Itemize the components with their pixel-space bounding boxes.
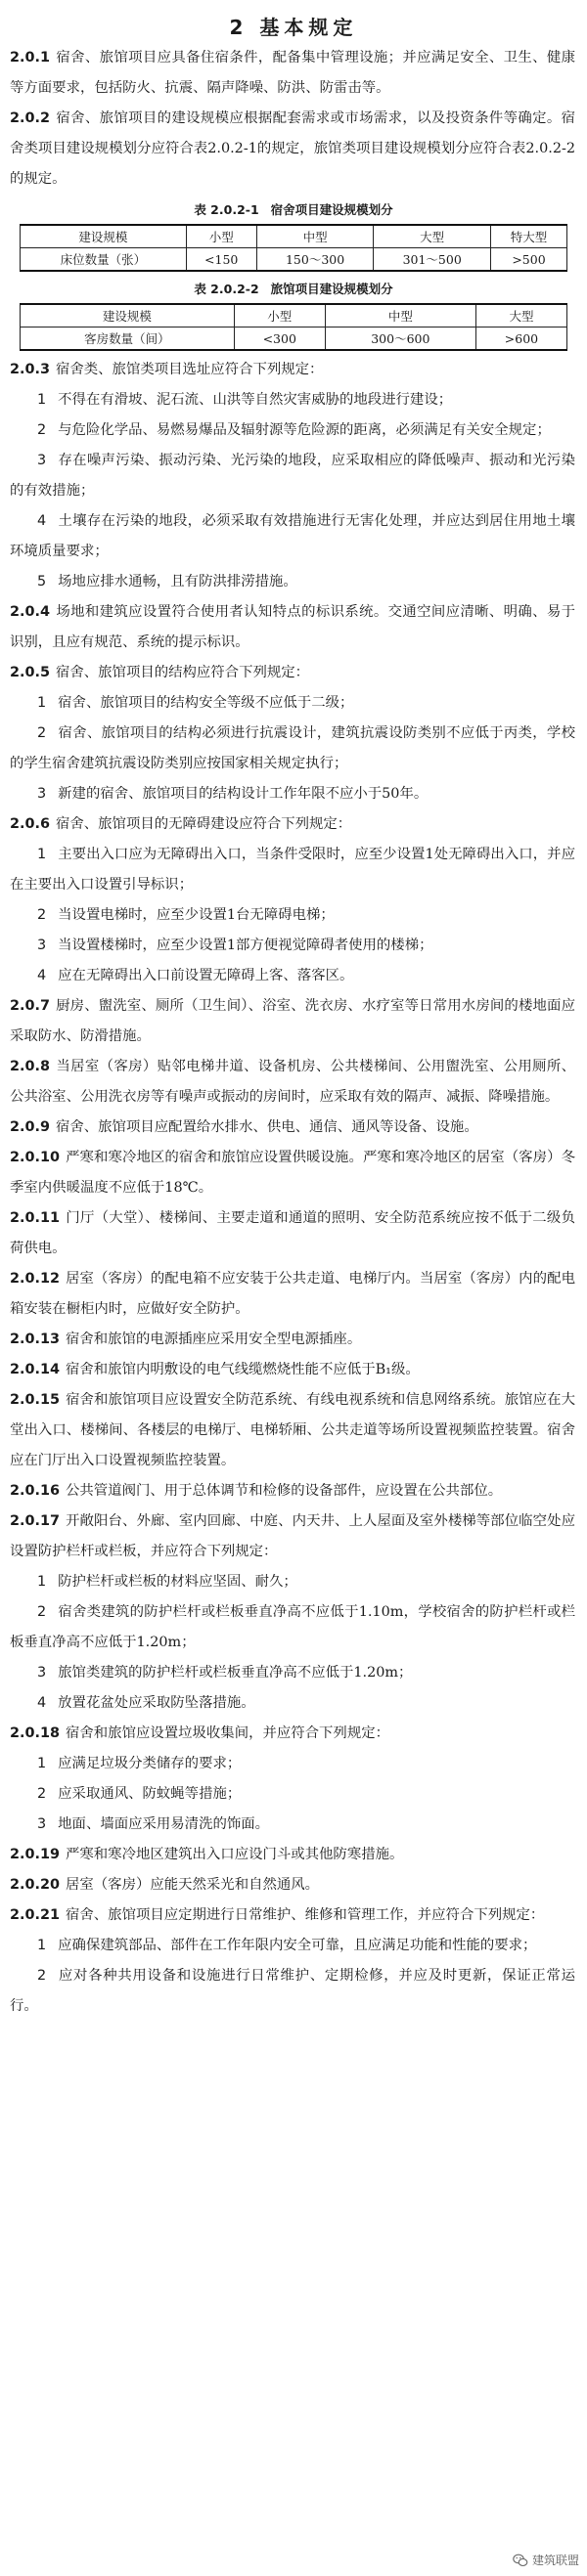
item-text: 旅馆类建筑的防护栏杆或栏板垂直净高不应低于1.20m； [58, 1665, 413, 1681]
clause-number: 2.0.4 [10, 604, 50, 620]
list-item [0, 1779, 587, 1810]
item-number: 3 [37, 938, 47, 953]
watermark-text: 建筑联盟 [531, 2554, 579, 2567]
clause-2-0-3 [0, 355, 587, 385]
clause-text: 宿舍、旅馆项目应具备住宿条件，配备集中管理设施；并应满足安全、卫生、健康等方面要求，包括防火、抗震、隔声降噪、防洪、防雷击等。 [10, 50, 575, 96]
list-item [0, 1658, 587, 1688]
clause-text: 宿舍、旅馆项目的结构应符合下列规定： [55, 665, 310, 680]
clause-2-0-19 [0, 1840, 587, 1870]
table-header-cell: 建设规模 [21, 225, 187, 248]
table-caption-text: 宿舍项目建设规模划分 [270, 202, 393, 217]
table-caption-hotel [0, 276, 587, 303]
clause-number: 2.0.15 [10, 1392, 60, 1408]
clause-2-0-2 [0, 104, 587, 195]
clause-2-0-9 [0, 1113, 587, 1143]
list-item [0, 961, 587, 991]
item-number: 1 [37, 1938, 47, 1953]
chapter-title: 2 基本规定 [229, 16, 358, 39]
table-row [21, 327, 567, 351]
clause-2-0-10 [0, 1143, 587, 1203]
list-item [0, 931, 587, 961]
dorm-scale-table [20, 224, 567, 272]
clause-2-0-11 [0, 1203, 587, 1264]
item-text: 应在无障碍出入口前设置无障碍上客、落客区。 [58, 968, 354, 983]
item-text: 防护栏杆或栏板的材料应坚固、耐久； [58, 1574, 297, 1590]
list-item [0, 1749, 587, 1779]
clause-text: 居室（客房）应能天然采光和自然通风。 [66, 1877, 320, 1893]
clause-text: 门厅（大堂）、楼梯间、主要走道和通道的照明、安全防范系统应按不低于二级负荷供电。 [10, 1210, 575, 1256]
clause-text: 公共管道阀门、用于总体调节和检修的设备部件，应设置在公共部位。 [66, 1483, 503, 1499]
item-number: 2 [37, 725, 47, 741]
item-text: 应满足垃圾分类储存的要求； [58, 1756, 242, 1771]
clause-number: 2.0.3 [10, 362, 50, 377]
clause-number: 2.0.21 [10, 1907, 60, 1923]
item-text: 存在噪声污染、振动污染、光污染的地段，应采取相应的降低噪声、振动和光污染的有效措施； [10, 453, 575, 499]
table-header-row [21, 304, 567, 327]
clause-number: 2.0.17 [10, 1513, 60, 1529]
clause-number: 2.0.1 [10, 50, 50, 65]
table-header-cell: 大型 [475, 304, 566, 327]
clause-number: 2.0.5 [10, 665, 50, 680]
clause-text: 宿舍、旅馆项目应配置给水排水、供电、通信、通风等设备、设施。 [55, 1119, 478, 1135]
list-item [0, 506, 587, 567]
item-text: 不得在有滑坡、泥石流、山洪等自然灾害威胁的地段进行建设； [58, 392, 453, 408]
clause-2-0-1 [0, 43, 587, 104]
table-cell: 300～600 [325, 327, 475, 351]
list-item [0, 1597, 587, 1658]
table-cell: <150 [186, 248, 256, 272]
item-text: 场地应排水通畅，且有防洪排涝措施。 [58, 574, 297, 589]
clause-number: 2.0.13 [10, 1332, 60, 1347]
item-number: 2 [37, 1786, 47, 1802]
watermark [513, 2552, 579, 2568]
clause-2-0-17 [0, 1506, 587, 1567]
clause-number: 2.0.20 [10, 1877, 60, 1893]
item-number: 1 [37, 847, 47, 862]
table-cell: >600 [475, 327, 566, 351]
clause-number: 2.0.19 [10, 1847, 60, 1862]
table-header-cell: 中型 [256, 225, 374, 248]
item-number: 1 [37, 1574, 47, 1590]
item-text: 宿舍、旅馆项目的结构安全等级不应低于二级； [58, 695, 354, 711]
list-item [0, 840, 587, 900]
clause-number: 2.0.10 [10, 1150, 60, 1165]
table-cell: 床位数量（张） [21, 248, 187, 272]
clause-number: 2.0.9 [10, 1119, 50, 1135]
item-number: 3 [37, 1816, 47, 1832]
item-number: 1 [37, 1756, 47, 1771]
clause-2-0-16 [0, 1476, 587, 1506]
table-header-cell: 小型 [234, 304, 325, 327]
item-text: 应采取通风、防蚊蝇等措施； [58, 1786, 242, 1802]
list-item [0, 1567, 587, 1597]
clause-number: 2.0.12 [10, 1271, 60, 1287]
item-number: 3 [37, 786, 47, 802]
list-item [0, 900, 587, 931]
clause-text: 宿舍和旅馆应设置垃圾收集间，并应符合下列规定： [66, 1725, 389, 1741]
item-text: 当设置电梯时，应至少设置1台无障碍电梯； [58, 907, 335, 923]
clause-text: 厨房、盥洗室、厕所（卫生间）、浴室、洗衣房、水疗室等日常用水房间的楼地面应采取防水、防滑措施。 [10, 998, 575, 1044]
table-cell: 301～500 [374, 248, 491, 272]
clause-number: 2.0.8 [10, 1059, 50, 1074]
clause-text: 宿舍、旅馆项目的建设规模应根据配套需求或市场需求，以及投资条件等确定。宿舍类项目建设规模划分应符合表2.0.2-1的规定，旅馆类项目建设规模划分应符合表2.0.2-2的规定。 [10, 110, 575, 187]
table-header-row [21, 225, 567, 248]
table-cell: <300 [234, 327, 325, 351]
clause-number: 2.0.2 [10, 110, 50, 126]
clause-2-0-21 [0, 1900, 587, 1931]
table-number: 表 2.0.2-2 [194, 282, 259, 296]
item-number: 1 [37, 392, 47, 408]
item-text: 新建的宿舍、旅馆项目的结构设计工作年限不应小于50年。 [58, 786, 429, 802]
list-item [0, 567, 587, 597]
list-item [0, 1688, 587, 1719]
list-item [0, 779, 587, 809]
clause-2-0-13 [0, 1325, 587, 1355]
list-item [0, 446, 587, 506]
clause-2-0-5 [0, 658, 587, 688]
list-item [0, 719, 587, 779]
table-row [21, 248, 567, 272]
table-cell: 150～300 [256, 248, 374, 272]
clause-text: 严寒和寒冷地区的宿舍和旅馆应设置供暖设施。严寒和寒冷地区的居室（客房）冬季室内供暖温度不应低于18℃。 [10, 1150, 575, 1196]
table-header-cell: 中型 [325, 304, 475, 327]
wechat-icon [513, 2553, 528, 2568]
clause-number: 2.0.7 [10, 998, 50, 1014]
item-number: 4 [37, 1695, 47, 1711]
item-text: 与危险化学品、易燃易爆品及辐射源等危险源的距离，必须满足有关安全规定； [58, 422, 551, 438]
item-number: 3 [37, 1665, 47, 1681]
table-header-cell: 建设规模 [21, 304, 235, 327]
table-number: 表 2.0.2-1 [194, 202, 259, 217]
clause-2-0-6 [0, 809, 587, 840]
item-text: 主要出入口应为无障碍出入口，当条件受限时，应至少设置1处无障碍出入口，并应在主要出入口设置引导标识； [10, 847, 575, 893]
table-header-cell: 特大型 [490, 225, 566, 248]
item-text: 应确保建筑部品、部件在工作年限内安全可靠，且应满足功能和性能的要求； [58, 1938, 537, 1953]
table-caption-dorm [0, 196, 587, 224]
item-number: 3 [37, 453, 47, 468]
clause-text: 严寒和寒冷地区建筑出入口应设门斗或其他防寒措施。 [66, 1847, 404, 1862]
clause-text: 当居室（客房）贴邻电梯井道、设备机房、公共楼梯间、公用盥洗室、公用厕所、公共浴室、公用洗衣房等有噪声或振动的房间时，应采取有效的隔声、减振、降噪措施。 [10, 1059, 575, 1105]
clause-2-0-4 [0, 597, 587, 658]
table-header-cell: 小型 [186, 225, 256, 248]
table-header-cell: 大型 [374, 225, 491, 248]
clause-2-0-8 [0, 1052, 587, 1113]
item-number: 2 [37, 422, 47, 438]
clause-text: 开敞阳台、外廊、室内回廊、中庭、内天井、上人屋面及室外楼梯等部位临空处应设置防护栏杆或栏板，并应符合下列规定： [10, 1513, 575, 1559]
item-text: 应对各种共用设备和设施进行日常维护、定期检修，并应及时更新，保证正常运行。 [10, 1968, 575, 2014]
item-number: 5 [37, 574, 47, 589]
item-text: 宿舍类建筑的防护栏杆或栏板垂直净高不应低于1.10m，学校宿舍的防护栏杆或栏板垂直净高不应低于1.20m； [10, 1604, 575, 1650]
clause-text: 宿舍和旅馆内明敷设的电气线缆燃烧性能不应低于B₁级。 [66, 1362, 420, 1377]
clause-number: 2.0.14 [10, 1362, 60, 1377]
clause-2-0-12 [0, 1264, 587, 1325]
item-text: 放置花盆处应采取防坠落措施。 [58, 1695, 255, 1711]
item-number: 2 [37, 1968, 47, 1984]
clause-number: 2.0.16 [10, 1483, 60, 1499]
list-item [0, 1810, 587, 1840]
clause-text: 场地和建筑应设置符合使用者认知特点的标识系统。交通空间应清晰、明确、易于识别，且应有规范、系统的提示标识。 [10, 604, 575, 650]
item-text: 当设置楼梯时，应至少设置1部方便视觉障碍者使用的楼梯； [58, 938, 433, 953]
item-text: 土壤存在污染的地段，必须采取有效措施进行无害化处理，并应达到居住用地土壤环境质量要求； [10, 513, 575, 559]
list-item [0, 1961, 587, 2022]
item-number: 4 [37, 513, 47, 529]
clause-text: 宿舍、旅馆项目的无障碍建设应符合下列规定： [55, 816, 352, 832]
clause-text: 居室（客房）的配电箱不应安装于公共走道、电梯厅内。当居室（客房）内的配电箱安装在橱柜内时，应做好安全防护。 [10, 1271, 575, 1317]
clause-number: 2.0.11 [10, 1210, 60, 1226]
item-text: 宿舍、旅馆项目的结构必须进行抗震设计，建筑抗震设防类别不应低于丙类，学校的学生宿舍建筑抗震设防类别应按国家相关规定执行； [10, 725, 575, 771]
clause-text: 宿舍类、旅馆类项目选址应符合下列规定： [55, 362, 324, 377]
table-cell: >500 [490, 248, 566, 272]
clause-number: 2.0.6 [10, 816, 50, 832]
item-number: 4 [37, 968, 47, 983]
clause-2-0-20 [0, 1870, 587, 1900]
hotel-scale-table [20, 303, 567, 351]
list-item [0, 415, 587, 446]
list-item [0, 1931, 587, 1961]
list-item [0, 688, 587, 719]
clause-2-0-18 [0, 1719, 587, 1749]
item-number: 2 [37, 1604, 47, 1620]
clause-2-0-7 [0, 991, 587, 1052]
clause-2-0-14 [0, 1355, 587, 1385]
clause-2-0-15 [0, 1385, 587, 1476]
table-caption-text: 旅馆项目建设规模划分 [270, 282, 393, 296]
table-cell: 客房数量（间） [21, 327, 235, 351]
item-text: 地面、墙面应采用易清洗的饰面。 [58, 1816, 270, 1832]
item-number: 2 [37, 907, 47, 923]
clause-text: 宿舍、旅馆项目应定期进行日常维护、维修和管理工作，并应符合下列规定： [66, 1907, 545, 1923]
item-number: 1 [37, 695, 47, 711]
clause-text: 宿舍和旅馆的电源插座应采用安全型电源插座。 [66, 1332, 362, 1347]
list-item [0, 385, 587, 415]
clause-number: 2.0.18 [10, 1725, 60, 1741]
clause-text: 宿舍和旅馆项目应设置安全防范系统、有线电视系统和信息网络系统。旅馆应在大堂出入口、楼梯间、各楼层的电梯厅、电梯轿厢、公共走道等场所设置视频监控装置。宿舍应在门厅出入口设置视频监控装置。 [10, 1392, 575, 1468]
